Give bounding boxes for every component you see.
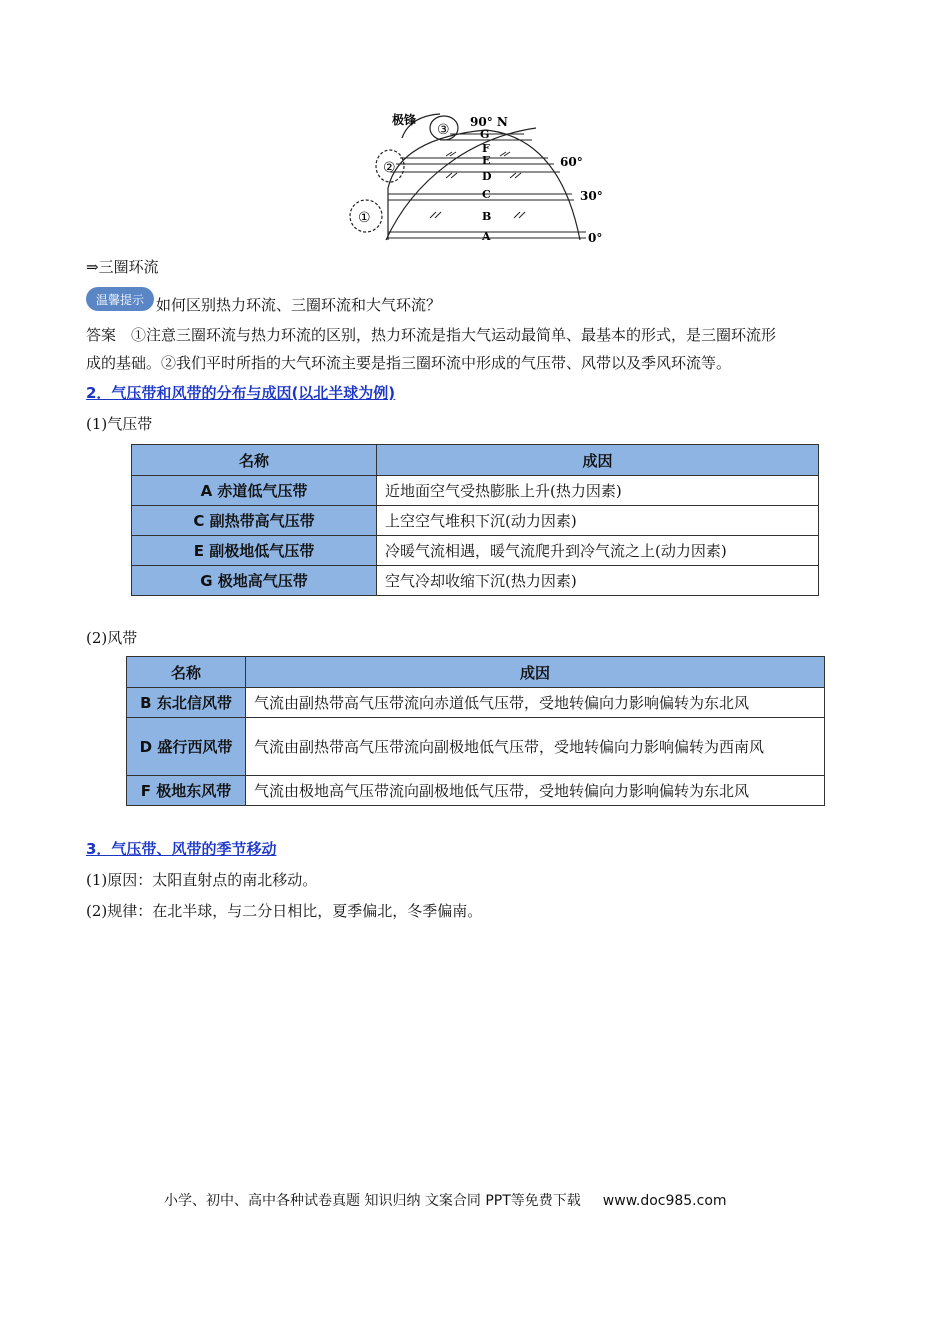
diagram-caption: ⇒三圈环流 <box>86 258 159 276</box>
row-name: B 东北信风带 <box>127 688 246 718</box>
row-cause: 气流由副热带高气压带流向副极地低气压带，受地转偏向力影响偏转为西南风 <box>246 718 825 776</box>
pressure-belt-table <box>131 444 819 596</box>
label-G: G <box>480 128 490 141</box>
row-cause: 气流由极地高气压带流向副极地低气压带，受地转偏向力影响偏转为东北风 <box>246 776 825 806</box>
table-row <box>132 476 819 506</box>
wind-arrows <box>430 152 525 218</box>
footer-text: 小学、初中、高中各种试卷真题 知识归纳 文案合同 PPT等免费下载 <box>164 1193 581 1209</box>
row-cause: 近地面空气受热膨胀上升(热力因素) <box>377 476 819 506</box>
label-D: D <box>482 170 492 183</box>
label-60: 60° <box>560 155 583 169</box>
table-row <box>127 688 825 718</box>
row-name: A 赤道低气压带 <box>132 476 377 506</box>
row-name: E 副极地低气压带 <box>132 536 377 566</box>
three-cell-circulation-diagram <box>340 108 620 248</box>
label-F: F <box>482 142 490 155</box>
tip-badge: 温馨提示 <box>86 287 154 311</box>
table-row <box>132 536 819 566</box>
table-row <box>132 566 819 596</box>
table-header-row <box>132 445 819 476</box>
section2-sub1: (1)气压带 <box>86 415 153 433</box>
row-name: D 盛行西风带 <box>127 718 246 776</box>
label-0: 0° <box>588 231 603 245</box>
label-north: 90° N <box>470 115 508 129</box>
table-header-cause: 成因 <box>377 445 819 476</box>
table-header-cause: 成因 <box>246 657 825 688</box>
tip-answer-line2: 成的基础。②我们平时所指的大气环流主要是指三圈环流中形成的气压带、风带以及季风环流等。 <box>86 354 732 372</box>
section3-line1: (1)原因：太阳直射点的南北移动。 <box>86 871 318 889</box>
row-name: G 极地高气压带 <box>132 566 377 596</box>
row-cause: 空气冷却收缩下沉(热力因素) <box>377 566 819 596</box>
label-front: 极锋 <box>392 113 417 127</box>
row-cause: 气流由副热带高气压带流向赤道低气压带，受地转偏向力影响偏转为东北风 <box>246 688 825 718</box>
label-cell-1: ① <box>358 210 371 226</box>
section3-line2: (2)规律：在北半球，与二分日相比，夏季偏北，冬季偏南。 <box>86 902 483 920</box>
label-A: A <box>482 230 491 243</box>
label-E: E <box>482 154 491 167</box>
table-header-row <box>127 657 825 688</box>
row-cause: 上空空气堆积下沉(动力因素) <box>377 506 819 536</box>
tip-question: 如何区别热力环流、三圈环流和大气环流？ <box>156 296 442 314</box>
label-cell-3: ③ <box>437 122 450 138</box>
footer-url[interactable]: www.doc985.com <box>602 1193 727 1209</box>
section3-heading: 3．气压带、风带的季节移动 <box>86 840 277 858</box>
row-cause: 冷暖气流相遇，暖气流爬升到冷气流之上(动力因素) <box>377 536 819 566</box>
row-name: C 副热带高气压带 <box>132 506 377 536</box>
table-row <box>127 718 825 776</box>
table-header-name: 名称 <box>127 657 246 688</box>
table-row <box>132 506 819 536</box>
wind-belt-table <box>126 656 825 806</box>
globe-arc <box>386 128 536 240</box>
row-name: F 极地东风带 <box>127 776 246 806</box>
label-B: B <box>482 210 492 223</box>
table-header-name: 名称 <box>132 445 377 476</box>
label-C: C <box>482 188 491 201</box>
page-footer <box>164 1190 727 1210</box>
table-row <box>127 776 825 806</box>
tip-answer-line1: 答案 ①注意三圈环流与热力环流的区别，热力环流是指大气运动最简单、最基本的形式，是三圈环流形 <box>86 326 777 344</box>
section2-heading: 2．气压带和风带的分布与成因(以北半球为例) <box>86 384 396 402</box>
label-cell-2: ② <box>383 160 396 176</box>
section2-sub2: (2)风带 <box>86 629 138 647</box>
label-30: 30° <box>580 189 603 203</box>
